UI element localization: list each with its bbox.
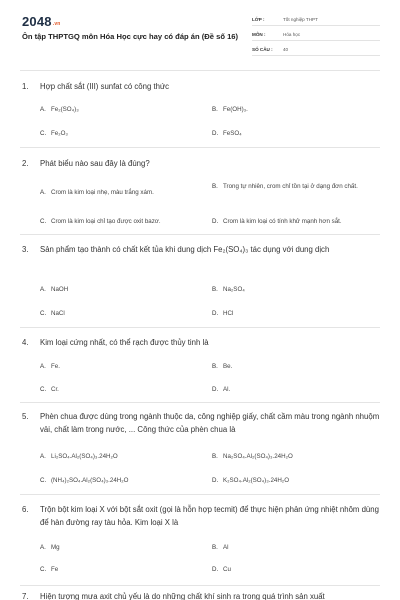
option-text: Fe [51, 566, 59, 573]
option-d[interactable] [212, 565, 231, 575]
meta-key: LỚP : [252, 16, 265, 22]
option-text: Li₂SO₄.Al₂(SO₄)₃.24H₂O [51, 453, 118, 460]
option-text: (NH₄)₂SO₄.Al₂(SO₄)₃.24H₂O [51, 477, 129, 484]
option-text: Al [223, 544, 229, 551]
option-text: Al. [223, 386, 231, 393]
option-a[interactable] [40, 105, 79, 115]
option-letter: C. [40, 130, 47, 137]
option-text: Fe₂(SO₄)₃ [51, 106, 79, 113]
question-3 [22, 243, 380, 317]
option-c[interactable] [40, 476, 128, 486]
option-letter: A. [40, 106, 46, 113]
question-number: 5. [22, 412, 29, 421]
divider [20, 494, 380, 495]
option-b[interactable] [212, 105, 248, 115]
meta-value: Hóa học [283, 31, 301, 37]
option-a[interactable] [40, 362, 60, 372]
option-a[interactable] [40, 452, 118, 462]
question-1 [22, 80, 380, 137]
option-text: NaOH [51, 286, 69, 293]
question-number: 2. [22, 159, 29, 168]
option-d[interactable] [212, 129, 242, 139]
option-text: NaCl [51, 310, 65, 317]
question-text: Phèn chua được dùng trong ngành thuộc da, công nghiệp giấy, chất cầm màu trong ngành nhuộm vải, chất làm trong nước, ... Công thức của phèn chua là [40, 412, 380, 434]
option-text: Na₂SO₄.Al₂(SO₄)₃.24H₂O [223, 453, 293, 460]
option-b[interactable] [212, 182, 377, 192]
option-letter: C. [40, 566, 47, 573]
option-d[interactable] [212, 476, 289, 486]
logo-suffix: .vn [52, 21, 61, 27]
option-text: Mg [51, 544, 60, 551]
meta-key: SỐ CÂU : [252, 46, 273, 52]
option-text: Cr. [51, 386, 59, 393]
question-number: 7. [22, 592, 29, 600]
divider [20, 402, 380, 403]
option-text: K₂SO₄.Al₂(SO₄)₃.24H₂O [223, 477, 290, 484]
question-text: Kim loại cứng nhất, có thể rạch được thủy tinh là [40, 338, 209, 347]
question-text: Hiện tượng mưa axit chủ yếu là do những chất khí sinh ra trong quá trình sản xuất [40, 592, 325, 600]
option-letter: C. [40, 218, 47, 225]
site-logo[interactable] [22, 14, 61, 29]
option-letter: B. [212, 183, 218, 190]
option-letter: C. [40, 386, 47, 393]
option-letter: D. [212, 566, 219, 573]
option-letter: A. [40, 363, 46, 370]
exam-meta [252, 13, 380, 58]
page-header [0, 0, 400, 68]
question-4 [22, 336, 380, 393]
option-c[interactable] [40, 129, 68, 139]
option-b[interactable] [212, 452, 293, 462]
option-letter: B. [212, 286, 218, 293]
question-text: Phát biểu nào sau đây là đúng? [40, 159, 150, 168]
option-text: Cu [223, 566, 231, 573]
option-text: HCl [223, 310, 234, 317]
question-text: Hợp chất sắt (III) sunfat có công thức [40, 82, 170, 91]
divider [20, 147, 380, 148]
option-letter: B. [212, 544, 218, 551]
option-letter: B. [212, 453, 218, 460]
option-text: Be. [223, 363, 233, 370]
option-letter: D. [212, 386, 219, 393]
option-d[interactable] [212, 217, 380, 227]
option-text: Na₂SO₄ [223, 286, 245, 293]
option-letter: D. [212, 218, 219, 225]
option-letter: D. [212, 310, 219, 317]
meta-grade [252, 13, 380, 26]
option-text: Fe. [51, 363, 60, 370]
divider [20, 327, 380, 328]
divider [20, 70, 380, 71]
question-number: 6. [22, 505, 29, 514]
meta-subject [252, 28, 380, 41]
question-5 [22, 410, 380, 484]
option-a[interactable] [40, 188, 200, 198]
option-c[interactable] [40, 309, 65, 319]
option-letter: B. [212, 106, 218, 113]
divider [20, 585, 380, 586]
question-number: 3. [22, 245, 29, 254]
question-text: Sản phẩm tạo thành có chất kết tủa khi dung dịch Fe₂(SO₄)₃ tác dụng với dung dịch [40, 245, 330, 254]
option-text: Fe₂O₃ [51, 130, 68, 137]
option-text: Crom là kim loại chỉ tạo được oxit bazơ. [51, 218, 161, 225]
option-letter: A. [40, 286, 46, 293]
logo-main: 2048 [22, 14, 52, 29]
option-text: Crom là kim loại nhẹ, màu trắng xám. [51, 189, 154, 196]
meta-question-count [252, 43, 380, 56]
option-letter: D. [212, 130, 219, 137]
option-text: FeSO₄ [223, 130, 242, 137]
option-b[interactable] [212, 362, 232, 372]
option-d[interactable] [212, 385, 230, 395]
question-6 [22, 503, 380, 573]
question-2 [22, 157, 380, 225]
option-letter: B. [212, 363, 218, 370]
question-number: 1. [22, 82, 29, 91]
option-c[interactable] [40, 385, 59, 395]
option-letter: A. [40, 544, 46, 551]
option-letter: C. [40, 477, 47, 484]
option-text: Trong tự nhiên, crom chỉ tồn tại ở dạng đơn chất. [223, 183, 358, 190]
option-a[interactable] [40, 285, 68, 295]
option-b[interactable] [212, 543, 229, 553]
meta-value: 40 [283, 46, 289, 52]
question-7 [22, 590, 380, 600]
divider [20, 234, 380, 235]
question-text: Trộn bột kim loại X với bột sắt oxit (gọi là hỗn hợp tecmit) để thực hiện phản ứng nhiệt nhôm dùng để hàn đường ray tàu hỏa. Kim loại X là [40, 505, 379, 527]
option-letter: A. [40, 453, 46, 460]
question-number: 4. [22, 338, 29, 347]
option-b[interactable] [212, 285, 245, 295]
page-title: Ôn tập THPTGQ môn Hóa Học cực hay có đáp án (Đề số 16) [22, 32, 239, 41]
meta-key: MÔN : [252, 31, 266, 37]
option-letter: D. [212, 477, 219, 484]
option-letter: A. [40, 189, 46, 196]
option-text: Crom là kim loại có tính khử mạnh hơn sắt. [223, 218, 342, 225]
option-text: Fe(OH)₃. [223, 106, 248, 113]
option-letter: C. [40, 310, 47, 317]
option-c[interactable] [40, 217, 205, 227]
meta-value: Tốt nghiệp THPT [283, 16, 318, 22]
option-a[interactable] [40, 543, 60, 553]
option-d[interactable] [212, 309, 233, 319]
option-c[interactable] [40, 565, 58, 575]
